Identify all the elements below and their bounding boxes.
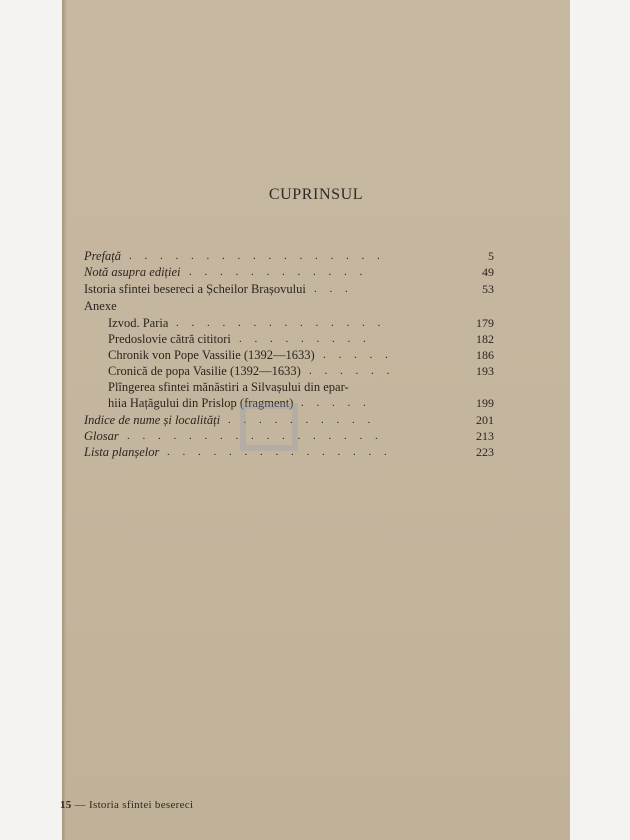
- toc-page-number: 186: [476, 348, 494, 362]
- toc-page-number: 53: [482, 282, 494, 296]
- toc-page-number: 179: [476, 316, 494, 330]
- toc-entry: [84, 315, 494, 331]
- toc-leader-dots: . . . . . . . . . . . . . . .: [167, 446, 392, 458]
- toc-page-number: 5: [488, 249, 494, 263]
- toc-leader-dots: . . . . .: [301, 397, 371, 409]
- toc-entry: [84, 347, 494, 363]
- footer-text: — Istoria sfintei besereci: [74, 799, 194, 811]
- toc-leader-dots: . . . . .: [323, 349, 393, 361]
- toc-entry: [84, 331, 494, 347]
- toc-entry-title: Anexe: [84, 299, 117, 313]
- watermark-box-icon: [240, 403, 298, 451]
- toc-page-number: 223: [476, 445, 494, 459]
- toc-leader-dots: . . . . . . . . . . . . . . . . .: [129, 250, 385, 262]
- toc-entry: [84, 281, 494, 297]
- toc-entry-title: Lista planșelor: [84, 445, 160, 459]
- toc-entry: [84, 298, 494, 314]
- book-page: [62, 0, 570, 840]
- page-edge: [62, 0, 67, 840]
- toc-entry: [84, 379, 494, 395]
- toc-entry: [84, 363, 494, 379]
- toc-entry-title: Prefață: [84, 249, 122, 263]
- toc-leader-dots: . . . . . . . . . . . . . . . . .: [127, 430, 383, 442]
- page-footer: [60, 799, 193, 811]
- toc-leader-dots: . . .: [314, 283, 353, 295]
- toc-leader-dots: . . . . . . . . .: [239, 333, 371, 345]
- toc-entry-title: Notă asupra ediției: [84, 265, 181, 279]
- toc-page-number: 193: [476, 364, 494, 378]
- toc-entry-title: Indice de nume și localități: [84, 413, 221, 427]
- toc-entry-title: Istoria sfintei besereci a Șcheilor Brașovului: [84, 282, 306, 296]
- toc-leader-dots: . . . . . . . . . .: [228, 414, 376, 426]
- toc-page-number: 201: [476, 413, 494, 427]
- toc-leader-dots: . . . . . . . . . . . .: [189, 266, 368, 278]
- toc-leader-dots: . . . . . .: [309, 365, 395, 377]
- toc-page-number: 182: [476, 332, 494, 346]
- watermark-logo: [240, 395, 368, 453]
- toc-entry: [84, 264, 494, 280]
- toc-entry-title: Predoslovie cătră cititori: [108, 332, 231, 346]
- toc-page-number: 213: [476, 429, 494, 443]
- toc-leader-dots: . . . . . . . . . . . . . .: [176, 317, 386, 329]
- toc-entry-title: Plîngerea sfintei mănăstiri a Silvașului din epar-: [108, 380, 349, 394]
- toc-page-number: 49: [482, 265, 494, 279]
- toc-entry-title: Chronik von Pope Vassilie (1392—1633): [108, 348, 315, 362]
- toc-entry-title: Cronică de popa Vasilie (1392—1633): [108, 364, 301, 378]
- toc-entry-title: hiia Hațăgului din Prislop (fragment): [108, 396, 294, 410]
- toc-entry: [84, 248, 494, 264]
- toc-entry-title: Glosar: [84, 429, 119, 443]
- signature-number: 15: [60, 799, 72, 811]
- toc-entry-title: Izvod. Paria: [108, 316, 169, 330]
- toc-heading: CUPRINSUL: [268, 186, 364, 203]
- toc-page-number: 199: [476, 396, 494, 410]
